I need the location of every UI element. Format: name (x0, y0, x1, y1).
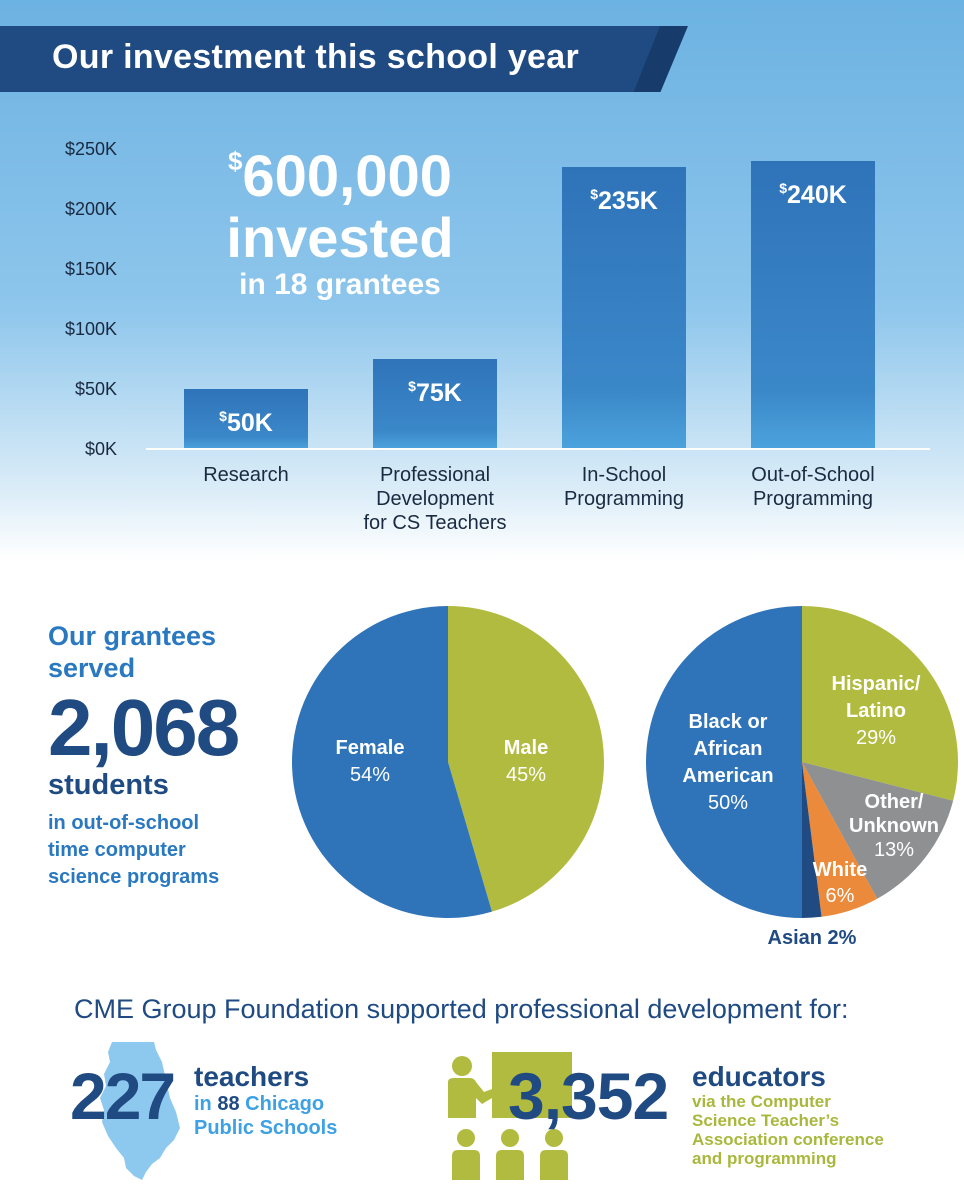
pie-label: Other/ (864, 791, 924, 813)
teachers-in: in (194, 1093, 212, 1115)
served-desc3: science programs (48, 866, 220, 888)
x-category-label: Programming (563, 488, 685, 510)
served-desc2: time computer (48, 839, 186, 861)
y-tick-label: $100K (64, 319, 117, 339)
x-category-label: for CS Teachers (363, 512, 507, 534)
pie-percent: 29% (855, 727, 897, 749)
students-count: 2,068 (48, 683, 239, 772)
pie-percent: 6% (825, 885, 855, 907)
bar-value-label: $50K (219, 408, 273, 437)
y-tick-label: $50K (74, 379, 117, 399)
headline-grantees: in 18 grantees (239, 268, 441, 301)
pie-label: Male (503, 737, 549, 759)
bar-value-label: $240K (779, 180, 847, 209)
x-category-label: Programming (752, 488, 874, 510)
headline-amount-value: 600,000 (242, 144, 453, 209)
currency-symbol: $ (227, 146, 243, 176)
x-category-label: Out-of-School (751, 464, 875, 486)
educators-desc1: via the Computer (692, 1092, 831, 1111)
x-category-label: Professional (379, 464, 491, 486)
pie-label: Black or (688, 711, 768, 733)
pie-percent: 13% (873, 839, 915, 861)
pie-label: American (682, 765, 774, 787)
teachers-label-block (194, 1062, 337, 1140)
pie-label: Female (335, 737, 405, 759)
headline-total (190, 144, 490, 301)
pie-label: Hispanic/ (831, 673, 921, 695)
headline-invested: invested (226, 206, 454, 269)
pie-label: African (693, 738, 763, 760)
educators-desc3: Association conference (692, 1130, 884, 1149)
pie-label: White (812, 859, 868, 881)
x-category-label: In-School (581, 464, 667, 486)
teachers-city: Chicago (245, 1093, 325, 1115)
bar-value-label: $75K (408, 378, 462, 407)
x-category-label: Research (203, 464, 289, 486)
pie-label: Latino (846, 700, 906, 722)
educators-label-block (692, 1062, 884, 1168)
educators-desc2: Science Teacher’s (692, 1111, 840, 1130)
teachers-count: 227 (70, 1059, 175, 1133)
teachers-schools-line2: Public Schools (194, 1117, 338, 1139)
y-tick-label: $0K (84, 439, 117, 459)
pd-title: CME Group Foundation supported professional development for: (74, 994, 849, 1024)
headline-amount (190, 144, 490, 209)
y-tick-label: $150K (64, 259, 117, 279)
pie-percent: 54% (349, 764, 391, 786)
race-pie-chart (640, 604, 964, 964)
served-desc1: in out-of-school (48, 812, 200, 834)
schools-count: 88 (217, 1093, 240, 1115)
x-category-label: Development (376, 488, 494, 510)
served-desc (48, 810, 238, 891)
teachers-label: teachers (194, 1061, 310, 1092)
educators-desc4: and programming (692, 1149, 837, 1168)
served-line1: Our grantees (48, 621, 217, 651)
educators-count: 3,352 (508, 1059, 669, 1133)
students-label: students (48, 769, 169, 801)
gender-pie-chart (290, 604, 610, 924)
students-served-block (48, 620, 238, 891)
pie-label: Unknown (849, 815, 939, 837)
pie-percent: 45% (505, 764, 547, 786)
y-tick-label: $250K (64, 139, 117, 159)
served-line2: served (48, 653, 136, 683)
y-tick-label: $200K (64, 199, 117, 219)
asian-label: Asian 2% (767, 927, 857, 949)
pie-slice-black-or-african-american (646, 606, 802, 918)
banner-title: Our investment this school year (52, 38, 580, 76)
bar-value-label: $235K (590, 186, 658, 215)
pie-percent: 50% (707, 792, 749, 814)
educators-label: educators (692, 1061, 826, 1092)
teachers-schools-line1 (194, 1092, 337, 1116)
